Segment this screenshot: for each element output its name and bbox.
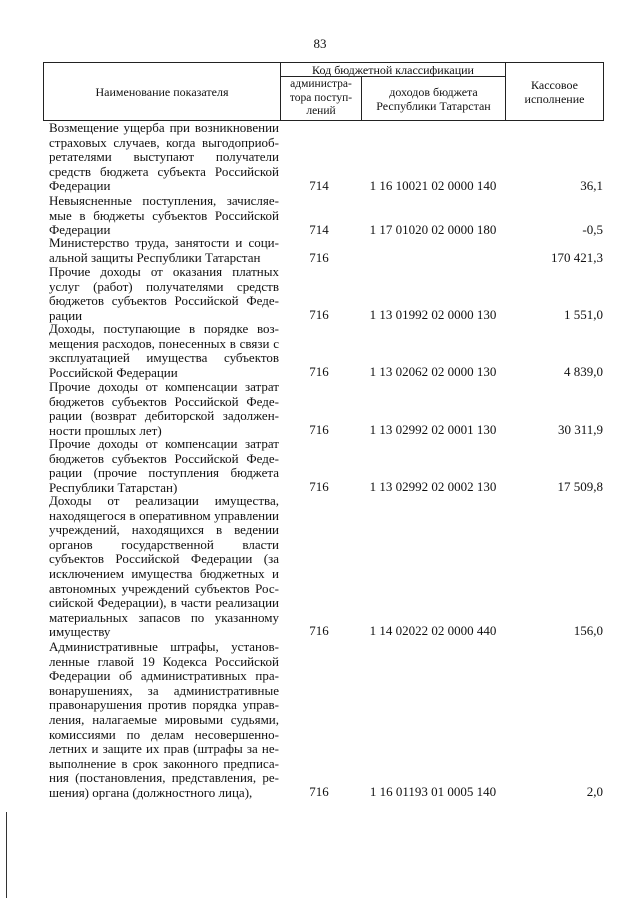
scan-margin-line — [6, 812, 7, 898]
row-code: 1 16 01193 01 0005 140 — [369, 784, 497, 799]
header-group: Код бюджетной классификации — [280, 62, 506, 77]
row-amount: 30 311,9 — [557, 422, 603, 437]
row-admin: 716 — [309, 623, 329, 638]
row-admin: 714 — [309, 178, 329, 193]
row-name: Министерство труда, занятости и социальной защиты Республики Татарстан — [49, 235, 279, 265]
row-name: Прочие доходы от компенсации затрат бюджетов субъектов Российской Федерации (прочие поступления бюджета Республики Татарстан) — [49, 436, 279, 495]
row-name: Административные штрафы, установленные главой 19 Кодекса Российской Федерации об административных правонарушениях, за административные правонарушения против порядка управления, налагаемые мировыми судьями, комиссиями по делам несовершеннолетних и защите их прав (штрафы за невыполнение в срок законного предписания (постановления, представления, решения) органа (должностного лица), — [49, 639, 279, 800]
row-code: 1 13 02062 02 0000 130 — [369, 364, 497, 379]
header-amount: Кассовое исполнение — [505, 62, 604, 121]
row-code: 1 17 01020 02 0000 180 — [369, 222, 497, 237]
row-admin: 716 — [309, 364, 329, 379]
row-admin: 716 — [309, 307, 329, 322]
row-amount: 156,0 — [573, 623, 603, 638]
row-code: 1 13 01992 02 0000 130 — [369, 307, 497, 322]
row-admin: 716 — [309, 250, 329, 265]
row-admin: 714 — [309, 222, 329, 237]
row-amount: 1 551,0 — [564, 307, 603, 322]
row-code: 1 16 10021 02 0000 140 — [369, 178, 497, 193]
row-name: Доходы, поступающие в порядке возмещения расходов, понесенных в связи с эксплуатацией имущества субъектов Российской Федерации — [49, 321, 279, 380]
row-amount: 2,0 — [586, 784, 603, 799]
row-name: Возмещение ущерба при возникновении страховых случаев, когда выгодоприобретателями выступают получатели средств бюджета субъекта Российской Федерации — [49, 120, 279, 194]
row-code: 1 13 02992 02 0002 130 — [369, 479, 497, 494]
row-admin: 716 — [309, 784, 329, 799]
row-code: 1 13 02992 02 0001 130 — [369, 422, 497, 437]
row-name: Прочие доходы от оказания платных услуг (работ) получателями средств бюджетов субъектов Российской Федерации — [49, 264, 279, 323]
row-amount: 4 839,0 — [564, 364, 603, 379]
row-admin: 716 — [309, 422, 329, 437]
header-income: доходов бюджета Республики Татарстан — [361, 76, 506, 121]
row-amount: 170 421,3 — [551, 250, 603, 265]
row-amount: 17 509,8 — [557, 479, 603, 494]
row-name: Прочие доходы от компенсации затрат бюджетов субъектов Российской Федерации (возврат дебиторской задолженности прошлых лет) — [49, 379, 279, 438]
row-name: Невыясненные поступления, зачисляемые в бюджеты субъектов Российской Федерации — [49, 193, 279, 238]
header-admin: администра-тора поступ-лений — [280, 76, 362, 121]
header-name: Наименование показателя — [43, 62, 281, 121]
row-code: 1 14 02022 02 0000 440 — [369, 623, 497, 638]
row-name: Доходы от реализации имущества, находящегося в оперативном управлении учреждений, находящихся в ведении органов государственной власти субъектов Российской Федерации (за исключением имущества бюджетных и автономных учреждений субъектов Российской Федерации), в части реализации материальных запасов по указанному имуществу — [49, 493, 279, 640]
page-number: 83 — [313, 36, 327, 51]
row-amount: 36,1 — [580, 178, 603, 193]
row-admin: 716 — [309, 479, 329, 494]
row-amount: -0,5 — [582, 222, 603, 237]
